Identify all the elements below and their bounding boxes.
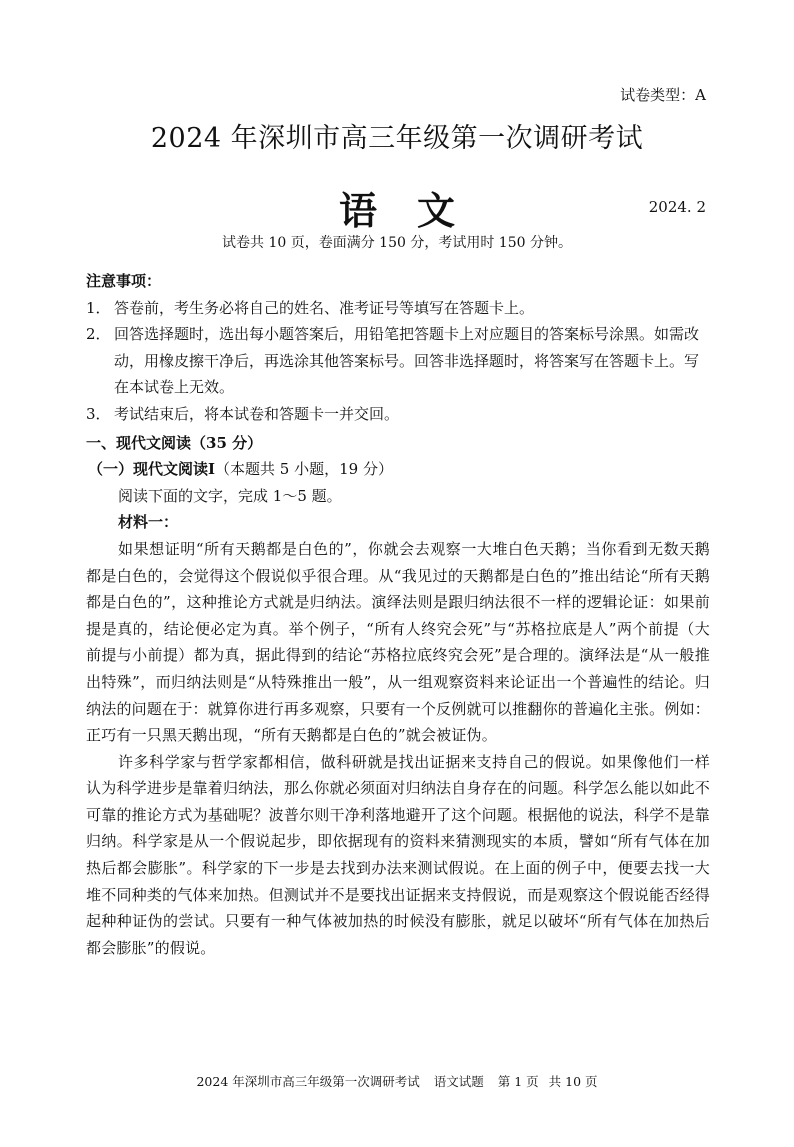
material-paragraph: 如果想证明“所有天鹅都是白色的”，你就会去观察一大堆白色天鹅；当你看到无数天鹅都是白色的，会觉得这个假说似乎很合理。从“我见过的天鹅都是白色的”推出结论“所有天鹅都是白色的”，这种推论方式就是归纳法。演绎法则是跟归纳法很不一样的逻辑论证：如果前提是真的，结论便必定为真。举个例子，“所有人终究会死”与“苏格拉底是人”两个前提（大前提与小前提）都为真，据此得到的结论“苏格拉底终究会死”是合理的。演绎法是“从一般推出特殊”，而归纳法则是“从特殊推出一般”，从一组观察资料来论证出一个普遍性的结论。归纳法的问题在于：就算你进行再多观察，只要有一个反例就可以推翻你的普遍化主张。例如：正巧有一只黑天鹅出现，“所有天鹅都是白色的”就会被证伪。 xyxy=(86,539,710,745)
exam-info: 试卷共 10 页，卷面满分 150 分，考试用时 150 分钟。 xyxy=(222,235,572,251)
note-item xyxy=(86,321,710,401)
note-text: 回答选择题时，选出每小题答案后，用铅笔把答题卡上对应题目的答案标号涂黑。如需改动，用橡皮擦干净后，再选涂其他答案标号。回答非选择题时，将答案写在答题卡上。写在本试卷上无效。 xyxy=(114,325,700,397)
notes-heading: 注意事项： xyxy=(86,272,162,290)
footer-total-pages: 共 10 页 xyxy=(548,1074,598,1089)
page-footer xyxy=(0,1072,794,1090)
sub-section-title: （一）现代文阅读Ⅰ xyxy=(88,460,216,479)
footer-subject: 语文试题 xyxy=(433,1074,484,1089)
note-number: 3． xyxy=(86,404,111,423)
note-item xyxy=(86,295,710,322)
section-heading: 一、现代文阅读（35 分） xyxy=(86,433,263,452)
reading-instruction: 阅读下面的文字，完成 1～5 题。 xyxy=(118,486,342,505)
exam-date: 2024. 2 xyxy=(648,198,706,216)
exam-title: 2024 年深圳市高三年级第一次调研考试 xyxy=(150,123,644,154)
material-label: 材料一： xyxy=(118,513,179,532)
note-number: 2． xyxy=(86,325,111,344)
note-text: 答卷前，考生务必将自己的姓名、准考证号等填写在答题卡上。 xyxy=(114,298,535,317)
footer-page-number: 第 1 页 xyxy=(497,1074,539,1089)
note-item xyxy=(86,401,710,428)
paper-type-label: 试卷类型：A xyxy=(620,86,706,104)
sub-section-heading xyxy=(86,456,710,483)
note-text: 考试结束后，将本试卷和答题卡一并交回。 xyxy=(114,404,400,423)
material-paragraph: 许多科学家与哲学家都相信，做科研就是找出证据来支持自己的假说。如果像他们一样认为科学进步是靠着归纳法，那么你就必须面对归纳法自身存在的问题。科学怎么能以如此不可靠的推论方式为基础呢？波普尔则干净利落地避开了这个问题。根据他的说法，科学不是靠归纳。科学家是从一个假说起步，即依据现有的资料来猜测现实的本质，譬如“所有气体在加热后都会膨胀”。科学家的下一步是去找到办法来测试假说。在上面的例子中，便要去找一大堆不同种类的气体来加热。但测试并不是要找出证据来支持假说，而是观察这个假说能否经得起种种证伪的尝试。只要有一种气体被加热的时候没有膨胀，就足以破坏“所有气体在加热后都会膨胀”的假说。 xyxy=(86,752,710,957)
note-number: 1． xyxy=(86,298,111,317)
exam-content xyxy=(86,268,710,961)
subject-title: 语文 xyxy=(338,188,495,233)
sub-section-detail: （本题共 5 小题，19 分） xyxy=(215,460,393,479)
footer-exam-title: 2024 年深圳市高三年级第一次调研考试 xyxy=(196,1074,420,1089)
